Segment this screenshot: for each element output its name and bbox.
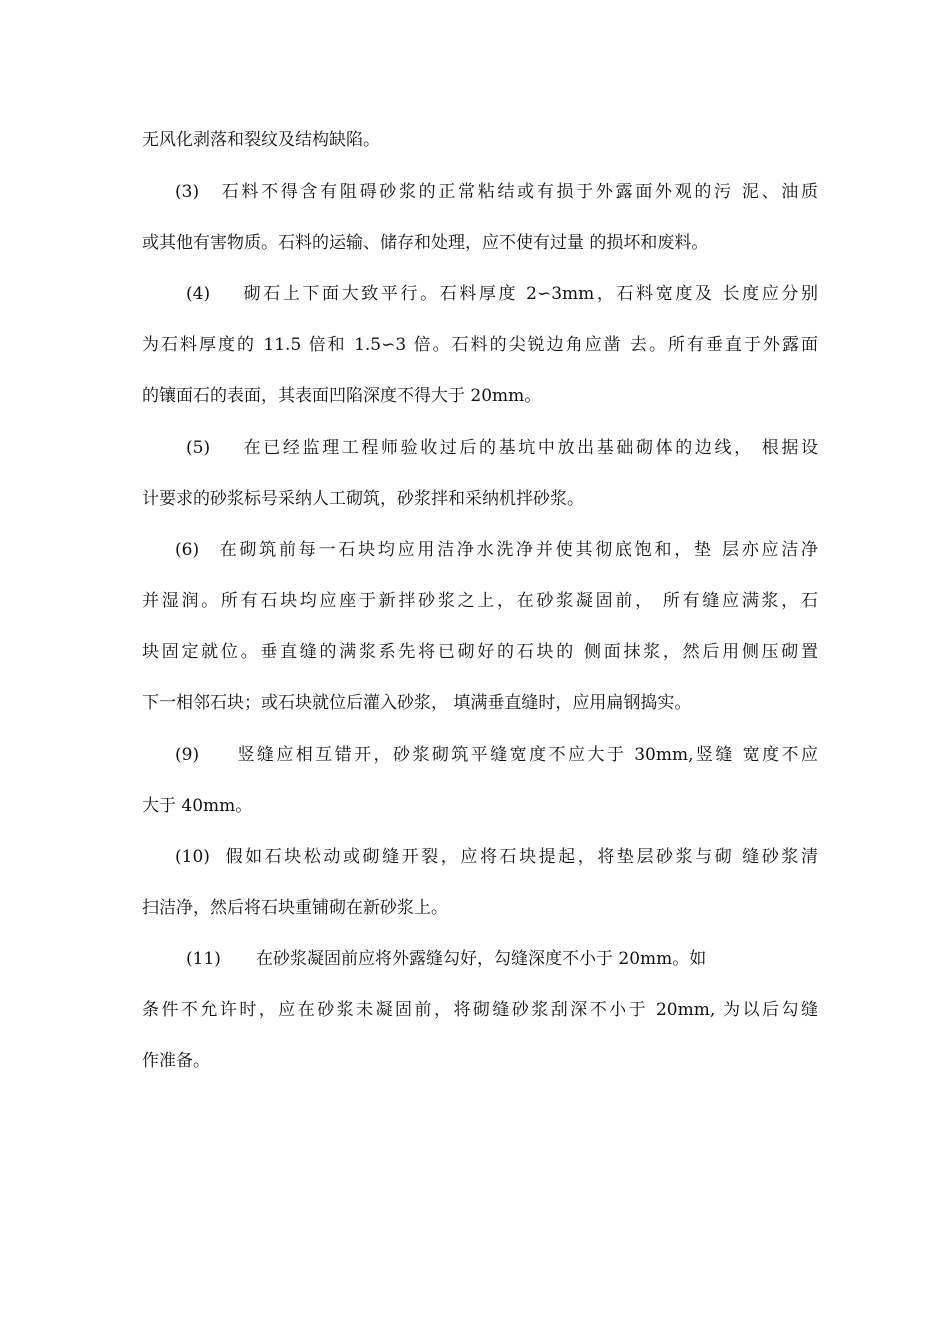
- text-line: 扫洁净，然后将石块重铺砌在新砂浆上。: [142, 898, 448, 918]
- paragraph-number: (5): [186, 438, 211, 458]
- paragraph-11-line-3: [142, 1049, 818, 1073]
- text-line: 在砌筑前每一石块均应用洁净水洗净并使其彻底饱和，垫 层亦应洁净: [217, 540, 818, 560]
- text-line: 在砂浆凝固前应将外露缝勾好，勾缝深度不小于 20mm。如: [256, 949, 707, 969]
- text-line: 或其他有害物质。石料的运输、储存和处理，应不使有过量 的损坏和废料。: [142, 233, 709, 253]
- paragraph-6-line-2: [142, 589, 818, 613]
- paragraph-6-line-1: [175, 538, 818, 562]
- paragraph-10-line-2: [142, 896, 818, 920]
- text-line: 的镶面石的表面，其表面凹陷深度不得大于 20mm。: [142, 386, 542, 406]
- paragraph-4-line-1: [186, 282, 818, 306]
- text-line: 在已经监理工程师验收过后的基坑中放出基础砌体的边线， 根据设: [241, 438, 818, 458]
- paragraph-number: (3): [175, 182, 200, 202]
- text-line: 块固定就位。垂直缝的满浆系先将已砌好的石块的 侧面抹浆，然后用侧压砌置: [142, 642, 818, 662]
- paragraph-continuation-line: [142, 128, 818, 152]
- paragraph-number: (6): [175, 540, 200, 560]
- paragraph-4-line-3: [142, 384, 818, 408]
- paragraph-11-line-2: [142, 998, 818, 1022]
- paragraph-6-line-4: [142, 691, 818, 715]
- text-line: 下一相邻石块；或石块就位后灌入砂浆， 填满垂直缝时，应用扁钢捣实。: [142, 693, 692, 713]
- paragraph-number: (11): [186, 949, 221, 969]
- paragraph-number: (4): [186, 284, 211, 304]
- text-line: 并湿润。所有石块均应座于新拌砂浆之上，在砂浆凝固前， 所有缝应满浆，石: [142, 591, 818, 611]
- paragraph-number: (9): [175, 745, 200, 765]
- paragraph-9-line-1: [175, 743, 818, 767]
- text-line: 石料不得含有阻碍砂浆的正常粘结或有损于外露面外观的污 泥、油质: [219, 182, 818, 202]
- paragraph-5-line-2: [142, 487, 818, 511]
- paragraph-11-line-1: [186, 947, 818, 971]
- text-line: 无风化剥落和裂纹及结构缺陷。: [142, 130, 380, 150]
- text-line: 计要求的砂浆标号采纳人工砌筑，砂浆拌和采纳机拌砂浆。: [142, 489, 584, 509]
- text-line: 假如石块松动或砌缝开裂，应将石块提起，将垫层砂浆与砌 缝砂浆清: [223, 847, 818, 867]
- text-line: 为石料厚度的 11.5 倍和 1.5∽3 倍。石料的尖锐边角应凿 去。所有垂直于外露面: [142, 335, 818, 355]
- paragraph-6-line-3: [142, 640, 818, 664]
- text-line: 条件不允许时，应在砂浆未凝固前，将砌缝砂浆刮深不小于 20mm, 为以后勾缝: [142, 1000, 818, 1020]
- text-line: 大于 40mm。: [142, 796, 253, 816]
- paragraph-9-line-2: [142, 794, 818, 818]
- paragraph-4-line-2: [142, 333, 818, 357]
- paragraph-3-line-2: [142, 231, 818, 255]
- text-line: 砌石上下面大致平行。石料厚度 2∽3mm，石料宽度及 长度应分别: [241, 284, 818, 304]
- paragraph-number: (10): [175, 847, 210, 867]
- text-line: 竖缝应相互错开，砂浆砌筑平缝宽度不应大于 30mm,竖缝 宽度不应: [235, 745, 818, 765]
- paragraph-3-line-1: [175, 180, 818, 204]
- paragraph-10-line-1: [175, 845, 818, 869]
- paragraph-5-line-1: [186, 436, 818, 460]
- text-line: 作准备。: [142, 1051, 210, 1071]
